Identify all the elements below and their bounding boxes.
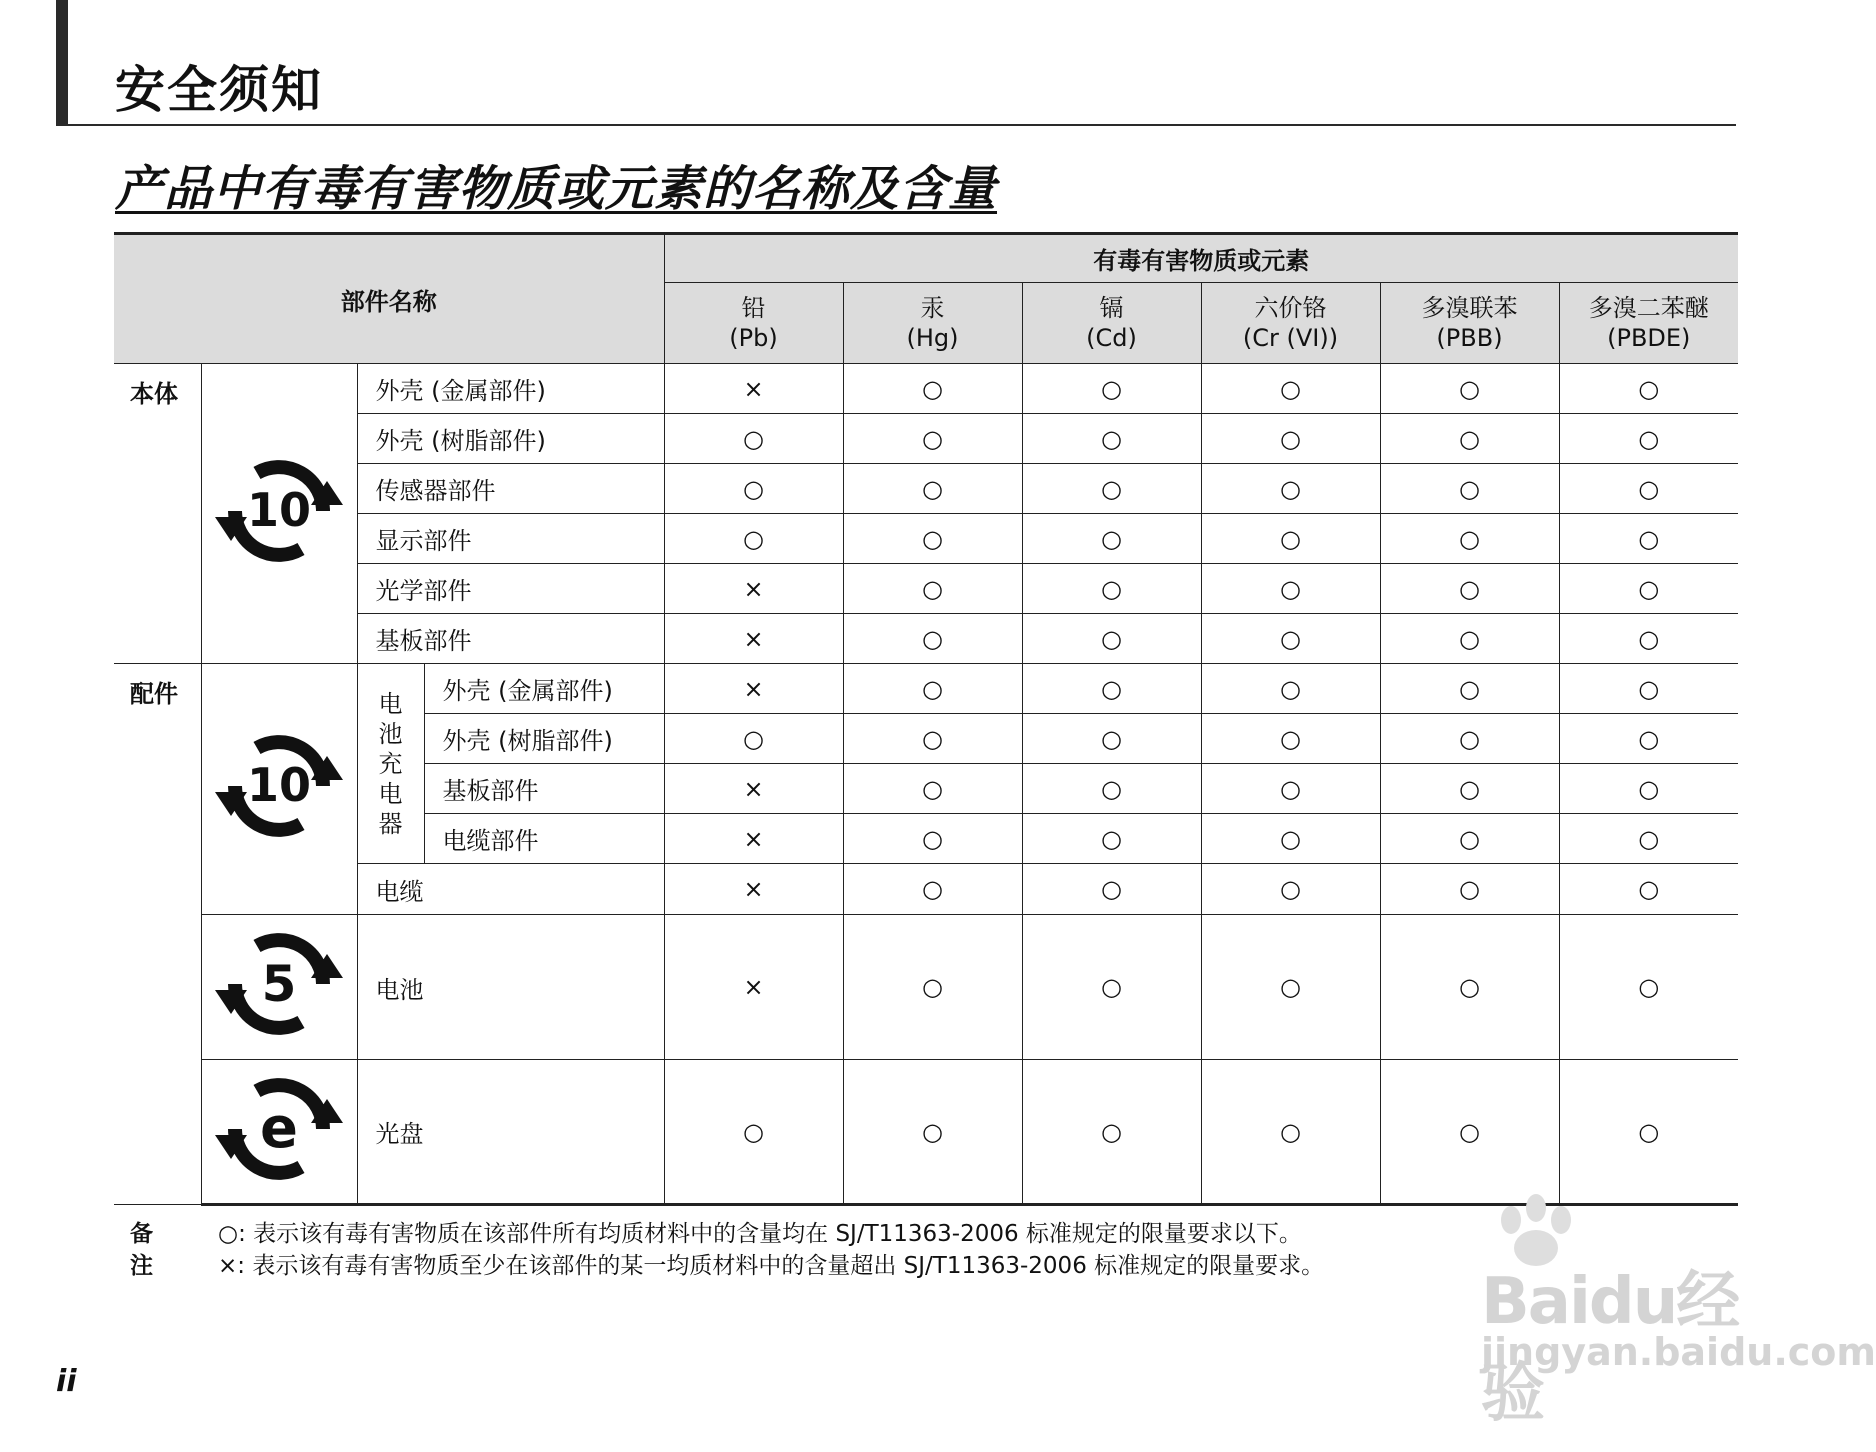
cell-pbde: ○ (1559, 814, 1738, 864)
cell-hg: ○ (843, 614, 1022, 664)
row-name: 外壳 (树脂部件) (424, 714, 664, 764)
title-accent-bar (56, 0, 68, 126)
col-hg: 汞 (Hg) (843, 283, 1022, 364)
table-row (114, 1060, 1738, 1205)
cell-hg: ○ (843, 1060, 1022, 1205)
col-cr6: 六价铬 (Cr (VI)) (1201, 283, 1380, 364)
cell-pb: ○ (664, 414, 843, 464)
row-name: 基板部件 (357, 614, 664, 664)
table-row (114, 664, 1738, 714)
cell-pbb: ○ (1380, 664, 1559, 714)
svg-text:5: 5 (261, 955, 297, 1013)
cell-cd: ○ (1022, 764, 1201, 814)
cell-pbb: ○ (1380, 915, 1559, 1060)
svg-text:10: 10 (246, 482, 312, 537)
section-title: 产品中有毒有害物质或元素的名称及含量 (115, 161, 998, 217)
row-name: 电缆 (357, 864, 664, 915)
cell-pbde: ○ (1559, 714, 1738, 764)
cell-hg: ○ (843, 364, 1022, 414)
col-pb: 铅 (Pb) (664, 283, 843, 364)
cell-cr6: ○ (1201, 414, 1380, 464)
row-name: 外壳 (金属部件) (357, 364, 664, 414)
cell-hg: ○ (843, 864, 1022, 915)
cell-pbb: ○ (1380, 364, 1559, 414)
row-name: 显示部件 (357, 514, 664, 564)
cell-cr6: ○ (1201, 614, 1380, 664)
row-name: 电池 (357, 915, 664, 1060)
cell-hg: ○ (843, 564, 1022, 614)
cell-pb: × (664, 915, 843, 1060)
notes-label: 备注 (130, 1221, 153, 1279)
table-row (114, 514, 1738, 564)
cell-hg: ○ (843, 514, 1022, 564)
cell-pb: × (664, 564, 843, 614)
recycle-e-icon (214, 1064, 344, 1194)
cell-cd: ○ (1022, 664, 1201, 714)
recycle-5-icon (214, 919, 344, 1049)
cell-cr6: ○ (1201, 864, 1380, 915)
cell-cd: ○ (1022, 464, 1201, 514)
cell-cr6: ○ (1201, 1060, 1380, 1205)
hazardous-substances-table (114, 232, 1738, 1206)
epup-logo-e (201, 1060, 357, 1205)
cell-pb: × (664, 664, 843, 714)
table-row (114, 614, 1738, 664)
cell-pbb: ○ (1380, 1060, 1559, 1205)
cell-cd: ○ (1022, 1060, 1201, 1205)
cell-pb: ○ (664, 514, 843, 564)
watermark (1481, 1190, 1876, 1431)
row-name: 光盘 (357, 1060, 664, 1205)
cell-cr6: ○ (1201, 564, 1380, 614)
cell-pbde: ○ (1559, 514, 1738, 564)
cell-pbde: ○ (1559, 764, 1738, 814)
col-cd: 镉 (Cd) (1022, 283, 1201, 364)
cell-pb: ○ (664, 714, 843, 764)
recycle-10-icon (214, 721, 344, 851)
cell-hg: ○ (843, 464, 1022, 514)
cell-pbde: ○ (1559, 564, 1738, 614)
cell-pb: × (664, 864, 843, 915)
row-name: 外壳 (金属部件) (424, 664, 664, 714)
cell-pb: ○ (664, 464, 843, 514)
group-label-body: 本体 (114, 364, 201, 664)
cell-pb: × (664, 814, 843, 864)
table-row (114, 564, 1738, 614)
cell-cd: ○ (1022, 714, 1201, 764)
row-name: 光学部件 (357, 564, 664, 614)
cell-pbde: ○ (1559, 915, 1738, 1060)
cell-pbde: ○ (1559, 614, 1738, 664)
row-name: 传感器部件 (357, 464, 664, 514)
svg-text:10: 10 (246, 758, 312, 812)
page-number: ii (56, 1364, 77, 1399)
watermark-url: jingyan.baidu.com (1481, 1330, 1876, 1374)
cell-pbb: ○ (1380, 814, 1559, 864)
title-divider (56, 124, 1736, 126)
cell-cr6: ○ (1201, 514, 1380, 564)
cell-cd: ○ (1022, 364, 1201, 414)
cell-cr6: ○ (1201, 464, 1380, 514)
page-title: 安全须知 (115, 61, 323, 119)
cell-cd: ○ (1022, 564, 1201, 614)
cell-hg: ○ (843, 764, 1022, 814)
row-name: 基板部件 (424, 764, 664, 814)
col-pbb: 多溴联苯 (PBB) (1380, 283, 1559, 364)
cell-pbde: ○ (1559, 414, 1738, 464)
cell-pb: × (664, 614, 843, 664)
row-name: 外壳 (树脂部件) (357, 414, 664, 464)
recycle-10-icon (214, 446, 344, 576)
cell-cd: ○ (1022, 514, 1201, 564)
watermark-brand: Baidu经验 (1481, 1265, 1739, 1431)
cell-pbde: ○ (1559, 364, 1738, 414)
table-row (114, 414, 1738, 464)
table-row (114, 464, 1738, 514)
epup-logo-5 (201, 915, 357, 1060)
cell-hg: ○ (843, 915, 1022, 1060)
cell-pbb: ○ (1380, 514, 1559, 564)
cell-pb: ○ (664, 1060, 843, 1205)
cell-pbb: ○ (1380, 864, 1559, 915)
part-name-header: 部件名称 (114, 234, 664, 364)
cell-pbb: ○ (1380, 714, 1559, 764)
cell-hg: ○ (843, 414, 1022, 464)
cell-pbde: ○ (1559, 1060, 1738, 1205)
cell-hg: ○ (843, 814, 1022, 864)
cell-pbb: ○ (1380, 414, 1559, 464)
cell-cd: ○ (1022, 414, 1201, 464)
cell-cd: ○ (1022, 614, 1201, 664)
cell-pb: × (664, 764, 843, 814)
epup-logo-10 (201, 364, 357, 664)
group-label-accessory: 配件 (114, 664, 201, 1205)
cell-cr6: ○ (1201, 814, 1380, 864)
cell-cr6: ○ (1201, 664, 1380, 714)
cell-cr6: ○ (1201, 714, 1380, 764)
substance-header: 有毒有害物质或元素 (664, 234, 1738, 283)
cell-pbde: ○ (1559, 464, 1738, 514)
note-cross: ×: 表示该有毒有害物质至少在该部件的某一均质材料中的含量超出 SJ/T11363-2006 标准规定的限量要求。 (218, 1253, 1325, 1279)
cell-pbb: ○ (1380, 614, 1559, 664)
cell-pbb: ○ (1380, 464, 1559, 514)
cell-hg: ○ (843, 714, 1022, 764)
cell-pbb: ○ (1380, 764, 1559, 814)
cell-cr6: ○ (1201, 364, 1380, 414)
cell-hg: ○ (843, 664, 1022, 714)
cell-cr6: ○ (1201, 764, 1380, 814)
col-pbde: 多溴二苯醚 (PBDE) (1559, 283, 1738, 364)
svg-text:e: e (260, 1095, 298, 1161)
cell-pbde: ○ (1559, 864, 1738, 915)
cell-cd: ○ (1022, 864, 1201, 915)
cell-pbb: ○ (1380, 564, 1559, 614)
cell-cd: ○ (1022, 915, 1201, 1060)
cell-pb: × (664, 364, 843, 414)
note-circle: ○: 表示该有毒有害物质在该部件所有均质材料中的含量均在 SJ/T11363-2006 标准规定的限量要求以下。 (218, 1221, 1302, 1247)
table-row (114, 915, 1738, 1060)
cell-cr6: ○ (1201, 915, 1380, 1060)
table-row (114, 364, 1738, 414)
epup-logo-10 (201, 664, 357, 915)
charger-label: 电 池 充 电 器 (357, 664, 424, 864)
table-row (114, 864, 1738, 915)
row-name: 电缆部件 (424, 814, 664, 864)
cell-cd: ○ (1022, 814, 1201, 864)
cell-pbde: ○ (1559, 664, 1738, 714)
